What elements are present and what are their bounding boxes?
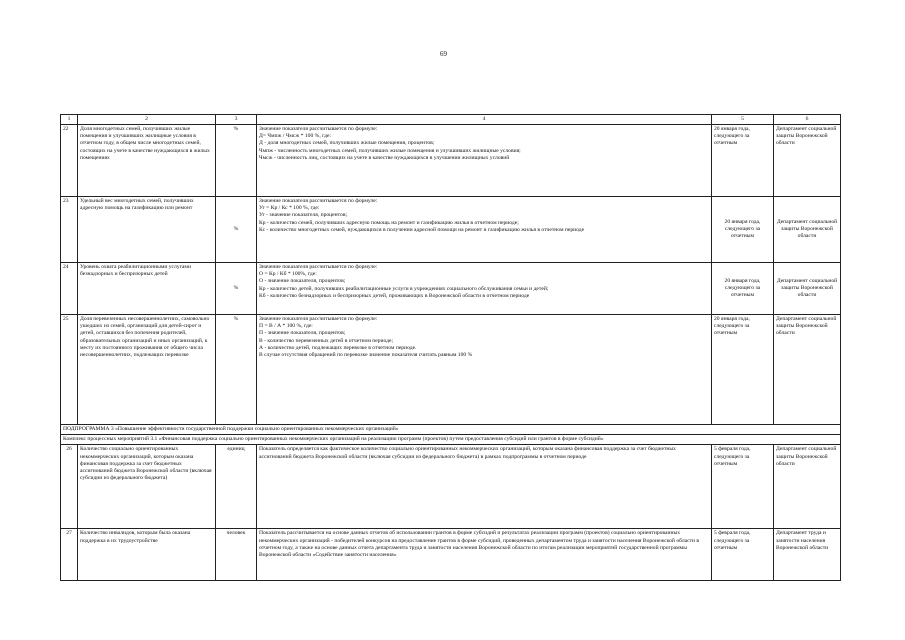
header-cell: 2 (78, 115, 216, 125)
formula-line: Уг = Кр / Кс * 100 %, где: (259, 205, 320, 212)
formula-line: В - количество перевезенных детей в отчетном периоде; (259, 337, 394, 344)
responsible: Департамент социальной защиты Воронежской области (774, 197, 841, 263)
deadline: 20 января года, следующего за отчетным (712, 125, 774, 197)
responsible: Департамент социальной защиты Воронежской области (774, 263, 841, 315)
subprogram-row (61, 425, 841, 435)
table-row (61, 125, 841, 197)
header-cell: 4 (257, 115, 712, 125)
table-row (61, 197, 841, 263)
formula-line: П = В / А * 100 %, где: (259, 323, 313, 330)
row-number: 24 (61, 263, 78, 315)
header-cell: 3 (216, 115, 257, 125)
row-number: 23 (61, 197, 78, 263)
indicator-name: Доля многодетных семей, получивших жилые помещения и улучшивших жилищные условия в отчетном году, в общем числе многодетных семей, состоящих на учете в качестве нуждающихся в жилых помещениях (78, 125, 216, 197)
formula-line: Кб - количество безнадзорных и беспризорных детей, проживающих в Воронежской области в отчетном периоде (259, 292, 530, 299)
formula-line: Д= Чмпж / Чмсж * 100 %, где: (259, 133, 332, 140)
row-number: 26 (61, 445, 78, 529)
header-row (61, 115, 841, 125)
formula-line: Д - доля многодетных семей, получивших жилые помещения, процентов; (259, 140, 435, 147)
formula-cell: Показатель рассчитывается на основе данных отчетов об использовании грантов в форме субсидий и результатах реализации программ (проектов) социально ориентированных некоммерческих организаций - победителей конкурсов на предоставление грантов в форме субсидий, проведенных департаментом труда и занятости населения Воронежской области в отчетном году, а также на основе данных отчета департамента труда и занятости населения Воронежской области по итогам реализации мероприятий государственной программы Воронежской области «Содействие занятости населения» (257, 529, 712, 581)
row-number: 27 (61, 529, 78, 581)
deadline: 5 февраля года, следующего за отчетным (712, 445, 774, 529)
indicator-table (60, 114, 841, 581)
formula-line: Значение показателя рассчитывается по формуле: (259, 126, 378, 133)
formula-line: Кр - количество детей, получивших реабилитационные услуги в учреждениях социального обслуживания семьи и детей; (259, 285, 549, 292)
table-row (61, 445, 841, 529)
formula-line: П - значение показателя, процентов; (259, 330, 346, 337)
row-number: 22 (61, 125, 78, 197)
unit: % (216, 125, 257, 197)
subprogram-title: ПОДПРОГРАММА 3 «Повышение эффективности государственной поддержки социально ориентированных некоммерческих организаций» (61, 425, 841, 435)
unit: человек (216, 529, 257, 581)
formula-line: Кс - количество многодетных семей, нуждающихся в получении адресной помощи на ремонт и газификацию жилья в отчетном периоде (259, 226, 585, 233)
indicator-name: Удельный вес многодетных семей, получивших адресную помощь на газификацию или ремонт (78, 197, 216, 263)
formula-cell (257, 197, 712, 263)
responsible: Департамент социальной защиты Воронежской области (774, 125, 841, 197)
unit: % (216, 315, 257, 425)
indicator-name: Уровень охвата реабилитационными услугами безнадзорных и беспризорных детей (78, 263, 216, 315)
formula-cell: Показатель определяется как фактическое количество социально ориентированных некоммерческих организаций, которым оказана финансовая поддержка за счет бюджетных ассигнований бюджета Воронежской области (включая субсидии из федерального бюджета) в рамках подпрограммы в отчетном периоде (257, 445, 712, 529)
deadline: 20 января года, следующего за отчетным (712, 315, 774, 425)
formula-cell (257, 263, 712, 315)
complex-title: Комплекс процессных мероприятий 3.1 «Финансовая поддержка социально ориентированных некоммерческих организаций на реализацию программ (проектов) путем предоставления субсидий или грантов в форме субсидий» (61, 435, 841, 445)
complex-row (61, 435, 841, 445)
formula-line: Кр - количество семей, получивших адресную помощь на ремонт и газификацию жилья в отчетном периоде; (259, 219, 519, 226)
formula-cell (257, 315, 712, 425)
responsible: Департамент социальной защиты Воронежской области (774, 445, 841, 529)
unit: единиц (216, 445, 257, 529)
page-number: 69 (440, 50, 447, 58)
formula-line: О = Кр / Кб * 100%, где: (259, 271, 317, 278)
formula-line: Чмсж - численность лиц, состоящих на учете в качестве нуждающихся в улучшении жилищных условий (259, 154, 510, 161)
formula-line: А - количество детей, подлежащих перевозке в отчетном периоде. (259, 344, 417, 351)
formula-line: Значение показателя рассчитывается по формуле: (259, 198, 378, 205)
table-row (61, 263, 841, 315)
header-cell: 5 (712, 115, 774, 125)
formula-line: Уг - значение показателя, процентов; (259, 212, 348, 219)
row-number: 25 (61, 315, 78, 425)
table-row (61, 529, 841, 581)
unit: % (216, 263, 257, 315)
deadline: 5 февраля года, следующего за отчетным (712, 529, 774, 581)
formula-line: Значение показателя рассчитывается по формуле: (259, 264, 378, 271)
responsible: Департамент труда и занятости населения Воронежской области (774, 529, 841, 581)
formula-line: О - значение показателя, процентов; (259, 278, 346, 285)
formula-line: В случае отсутствия обращений по перевозке значение показателя считать равным 100 % (259, 351, 473, 358)
responsible: Департамент социальной защиты Воронежской области (774, 315, 841, 425)
indicator-name: Количество инвалидов, которым была оказана поддержка в их трудоустройстве (78, 529, 216, 581)
deadline: 20 января года, следующего за отчетным (712, 263, 774, 315)
header-cell: 6 (774, 115, 841, 125)
header-cell: 1 (61, 115, 78, 125)
unit: % (216, 197, 257, 263)
deadline: 20 января года, следующего за отчетным (712, 197, 774, 263)
formula-line: Значение показателя рассчитывается по формуле: (259, 316, 378, 323)
formula-line: Чмпж - численность многодетных семей, получивших жилые помещения и улучшивших жилищные условия; (259, 147, 521, 154)
table-row (61, 315, 841, 425)
formula-cell (257, 125, 712, 197)
indicator-name: Количество социально ориентированных некоммерческих организаций, которым оказана финансовая поддержка за счет бюджетных ассигнований бюджета Воронежской области (включая субсидии из федерального бюджета) (78, 445, 216, 529)
indicator-name: Доля перевезенных несовершеннолетних, самовольно ушедших из семей, организаций для детей-сирот и детей, оставшихся без попечения родителей, образовательных организаций и иных организаций, к месту их постоянного проживания от общего числа несовершеннолетних, подлежащих перевозке (78, 315, 216, 425)
